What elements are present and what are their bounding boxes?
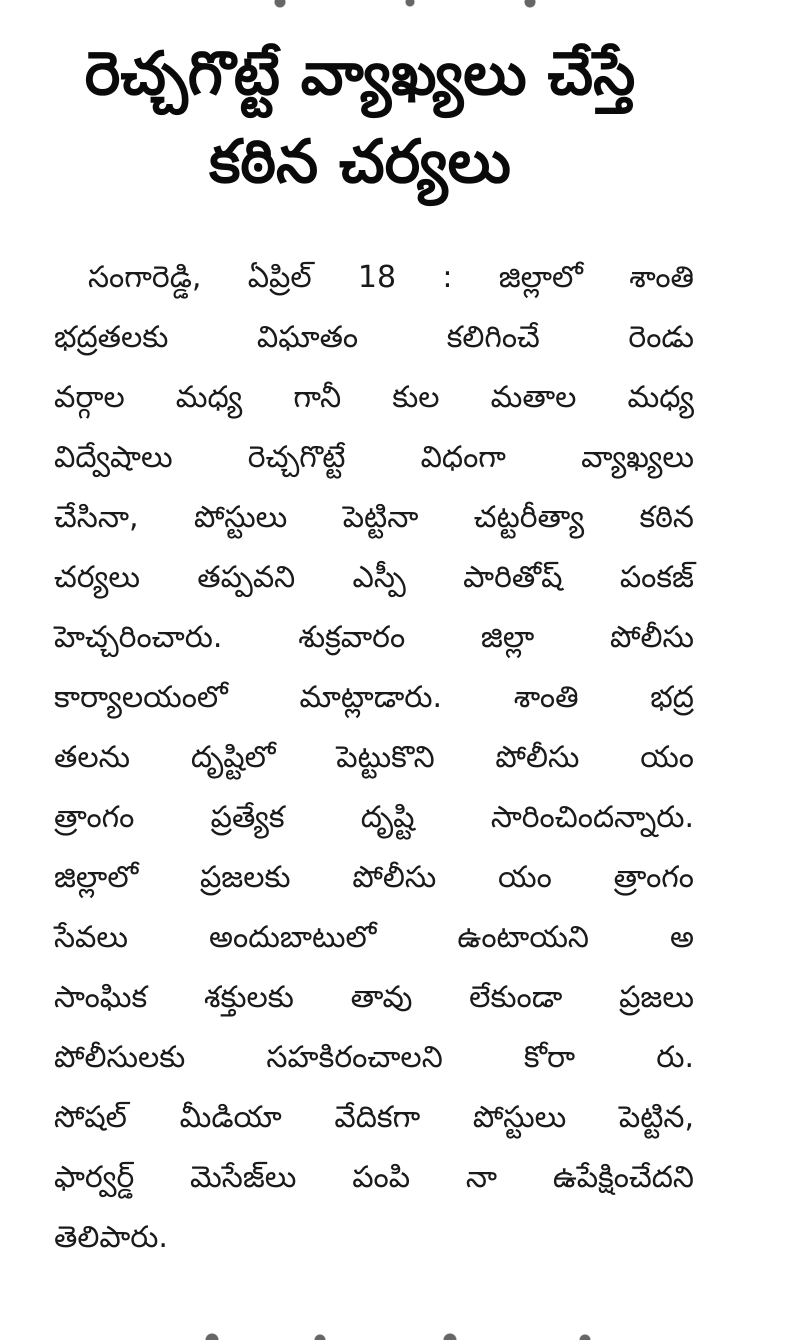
article-line: సేవలు అందుబాటులో ఉంటాయని అ [54,920,694,955]
clipped-text-bottom-edge [190,1328,630,1340]
article-line: చేసినా, పోస్టులు పెట్టినా చట్టరీత్యా కఠిన [54,500,694,535]
article-line: పోలీసులకు సహకిరంచాలని కోరా రు. [54,1040,694,1075]
article-line: సంగారెడ్డి, ఏప్రిల్ 18 : జిల్లాలో శాంతి [88,260,694,295]
headline-line-1: రెచ్చగొట్టే వ్యాఖ్యలు చేస్తే [84,39,636,109]
clipped-text-top-edge [260,0,590,10]
article-line: సాంఘిక శక్తులకు తావు లేకుండా ప్రజలు [54,980,694,1015]
article-line: భద్రతలకు విఘాతం కలిగించే రెండు [54,320,694,355]
article-line: తెలిపారు. [54,1220,168,1255]
article-line: హెచ్చరించారు. శుక్రవారం జిల్లా పోలీసు [54,620,694,655]
article-line: చర్యలు తప్పవని ఎస్పీ పారితోష్ పంకజ్ [54,560,694,595]
article-line: ఫార్వర్డ్ మెసేజ్‌లు పంపి నా ఉపేక్షించేదని [54,1160,694,1195]
article-line: వర్గాల మధ్య గానీ కుల మతాల మధ్య [54,380,694,415]
article-line: జిల్లాలో ప్రజలకు పోలీసు యం త్రాంగం [54,860,694,895]
article-line: త్రాంగం ప్రత్యేక దృష్టి సారించిందన్నారు. [54,800,694,835]
headline-line-2: కఠిన చర్యలు [209,127,511,197]
article-line: సోషల్ మీడియా వేదికగా పోస్టులు పెట్టిన, [54,1100,694,1135]
headline [0,30,720,206]
article-body [54,248,694,1268]
article-line: తలను దృష్టిలో పెట్టుకొని పోలీసు యం [54,740,694,775]
article-line: కార్యాలయంలో మాట్లాడారు. శాంతి భద్ర [54,680,694,715]
article-line: విద్వేషాలు రెచ్చగొట్టే విధంగా వ్యాఖ్యలు [54,440,694,475]
